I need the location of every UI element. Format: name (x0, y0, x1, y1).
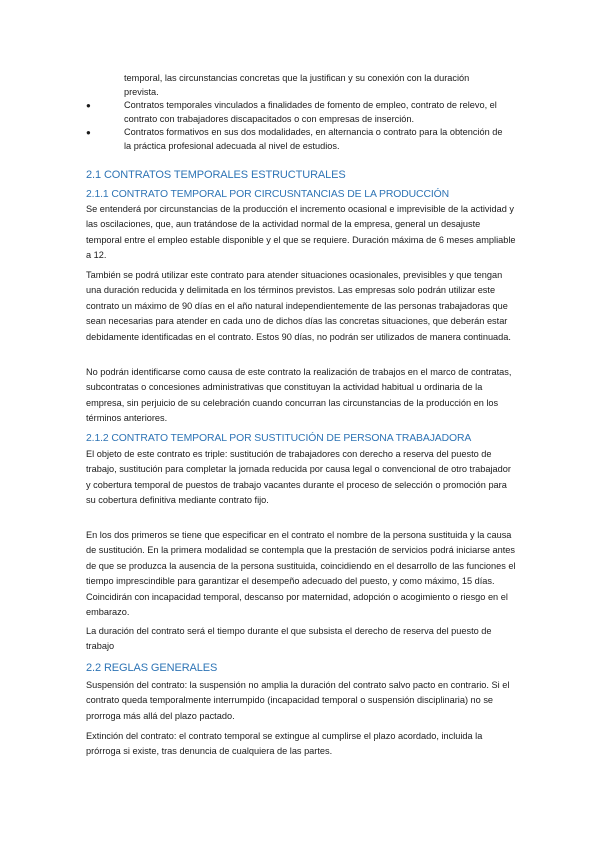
paragraph: El objeto de este contrato es triple: sustitución de trabajadores con derecho a reserva del puesto de trabajo, sustitución para completar la jornada reducida por causa legal o convencional de otro trabajador y cobertura temporal de puestos de trabajo vacantes durante el proceso de selección o promoción para su cobertura definitiva mediante contrato fijo. (86, 449, 511, 506)
list-item (86, 126, 504, 153)
paragraph: Extinción del contrato: el contrato temporal se extingue al cumplirse el plazo acordado, incluida la prórroga si existe, tras denuncia de cualquiera de las partes. (86, 731, 483, 757)
subsection-heading: 2.1.2 CONTRATO TEMPORAL POR SUSTITUCIÓN DE PERSONA TRABAJADORA (86, 433, 472, 444)
section-heading: 2.2 REGLAS GENERALES (86, 662, 218, 674)
bullet-icon: ● (86, 128, 91, 138)
paragraph: Suspensión del contrato: la suspensión no amplia la duración del contrato salvo pacto en contrario. Si el contrato queda temporalmente interrumpido (incapacidad temporal o suspensión disciplinaria) no se prorroga más allá del plazo pactado. (86, 680, 510, 721)
list-item (86, 99, 504, 126)
list-item (104, 72, 504, 99)
bullet-list (86, 72, 504, 154)
paragraph: También se podrá utilizar este contrato para atender situaciones ocasionales, previsibles y que tengan una duración reducida y delimitada en los términos previstos. Las empresas solo podrán utilizar este contrato un máximo de 90 días en el año natural independientemente de las personas trabajadoras que sean necesarias para atender en cada uno de dichos días las concretas situaciones, que deberán estar debidamente identificadas en el contrato. Estos 90 días, no podrán ser utilizados de manera continuada. (86, 270, 511, 342)
bullet-icon: ● (86, 101, 91, 111)
paragraph: La duración del contrato será el tiempo durante el que subsista el derecho de reserva del puesto de trabajo (86, 626, 492, 652)
paragraph: No podrán identificarse como causa de este contrato la realización de trabajos en el marco de contratas, subcontratas o concesiones administrativas que constituyan la actividad habitual u ordinaria de la empresa, sin perjuicio de su celebración cuando concurran las circunstancias de la producción en los términos anteriores. (86, 367, 512, 424)
section-heading: 2.1 CONTRATOS TEMPORALES ESTRUCTURALES (86, 169, 346, 181)
bullet-text: Contratos temporales vinculados a finalidades de fomento de empleo, contrato de relevo, el contrato con trabajadores discapacitados o con empresas de inserción. (124, 100, 497, 124)
subsection-heading: 2.1.1 CONTRATO TEMPORAL POR CIRCUSNTANCIAS DE LA PRODUCCIÓN (86, 189, 450, 200)
paragraph: Se entenderá por circunstancias de la producción el incremento ocasional e imprevisible de la actividad y las oscilaciones, que, aun tratándose de la actividad normal de la empresa, general un desajuste temporal entre el empleo estable disponible y el que se requiere. Duración máxima de 6 meses ampliable a 12. (86, 204, 516, 261)
paragraph: En los dos primeros se tiene que especificar en el contrato el nombre de la persona sustituida y la causa de sustitución. En la primera modalidad se contempla que la prestación de servicios podrá iniciarse antes de que se produzca la ausencia de la persona sustituida, coincidiendo en el desarrollo de las funciones el tiempo imprescindible para garantizar el desempeño adecuado del puesto, y como máximo, 15 días. Coincidirán con incapacidad temporal, descanso por maternidad, adopción o acogimiento o riesgo en el embarazo. (86, 530, 516, 618)
bullet-text: Contratos formativos en sus dos modalidades, en alternancia o contrato para la obtención de la práctica profesional adecuada al nivel de estudios. (124, 127, 503, 151)
bullet-continuation: temporal, las circunstancias concretas que la justifican y su conexión con la duración prevista. (124, 73, 470, 97)
